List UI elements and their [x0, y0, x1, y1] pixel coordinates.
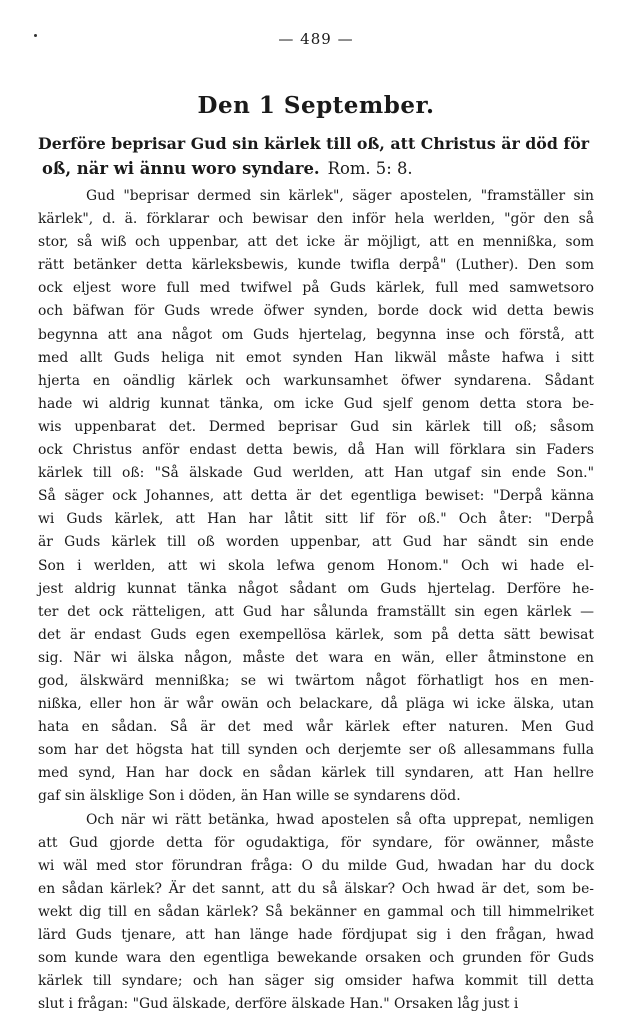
paragraph-line: stor, så wiß och uppenbar, att det icke är möjligt, att en mennißka, som [38, 234, 594, 251]
paragraph-line: med allt Guds heliga nit emot synden Han likwäl måste hafwa i sitt [38, 349, 594, 366]
paragraph-line: wis uppenbarat det. Dermed beprisar Gud sin kärlek till oß; såsom [38, 418, 594, 435]
paragraph-line: jest aldrig kunnat tänka något sådant om Guds hjertelag. Derföre he- [38, 580, 594, 597]
paragraph-line: kärlek till oß: "Så älskade Gud werlden, att Han utgaf sin ende Son." [38, 465, 594, 482]
paragraph-line: som har det högsta hat till synden och derjemte ser oß allesammans fulla [38, 742, 594, 759]
paragraph-line: hata en sådan. Så är det med wår kärlek efter naturen. Men Gud [38, 719, 594, 736]
scripture-motto [38, 131, 594, 181]
paragraph-line: sig. När wi älska någon, måste det wara en wän, eller åtminstone en [38, 649, 594, 666]
paragraph-line: en sådan kärlek? Är det sannt, att du så älskar? Och hwad är det, som be- [38, 880, 594, 897]
paragraph-line: Och när wi rätt betänka, hwad apostelen så ofta upprepat, nemligen [86, 811, 594, 828]
motto-line [38, 156, 594, 181]
paragraph-line: Son i werlden, att wi skola lefwa genom Honom." Och wi hade el- [38, 557, 594, 574]
page-heading: Den 1 September. [197, 92, 435, 119]
scripture-reference: Rom. 5: 8. [327, 159, 413, 178]
paragraph-line: wi Guds kärlek, att Han har låtit sitt lif för oß." Och åter: "Derpå [38, 511, 594, 528]
paragraph-line: att Gud gjorde detta för ogudaktiga, för syndare, för owänner, måste [38, 834, 594, 851]
paragraph-line: slut i frågan: "Gud älskade, derföre älskade Han." Orsaken låg just i [38, 996, 519, 1013]
paragraph-line: det är endast Guds egen exempellösa kärlek, som på detta sätt bewisat [38, 626, 594, 643]
paragraph-line: kärlek till syndare; och han säger sig omsider hafwa kommit till detta [38, 973, 594, 990]
paragraph-line: som kunde wara den egentliga bewekande orsaken och grunden för Guds [38, 950, 594, 967]
paragraph-line: nißka, eller hon är wår owän och belackare, då pläga wi icke älska, utan [38, 696, 594, 713]
paragraph-line: Gud "beprisar dermed sin kärlek", säger apostelen, "framställer sin [86, 188, 594, 204]
paragraph-line: wi wäl med stor förundran fråga: O du milde Gud, hwadan har du dock [38, 857, 594, 874]
paragraph-line: hade wi aldrig kunnat tänka, om icke Gud sjelf genom detta stora be- [38, 395, 594, 412]
paragraph-line: och bäfwan för Guds wrede öfwer synden, borde dock wid detta bewis [38, 303, 594, 320]
paragraph-line: god, älskwärd mennißka; se wi twärtom något förhatligt hos en men- [38, 672, 594, 689]
paragraph-line: kärlek", d. ä. förklarar och bewisar den inför hela werlden, "gör den så [38, 211, 594, 228]
page-number: — 489 — [278, 30, 354, 48]
paragraph-line: gaf sin älsklige Son i döden, än Han wille se syndarens död. [38, 788, 461, 805]
paragraph-line: wekt dig till en sådan kärlek? Så bekänner en gammal och till himmelriket [38, 903, 594, 920]
paragraph-line: begynna att ana något om Guds hjertelag, begynna inse och förstå, att [38, 326, 594, 343]
paragraph-line: ock Christus anför endast detta bewis, då Han will förklara sin Faders [38, 442, 594, 459]
body-text [38, 185, 594, 1016]
motto-line-text: oß, när wi ännu woro syndare. [42, 159, 320, 178]
paragraph-line: är Guds kärlek till oß worden uppenbar, att Gud har sändt sin ende [38, 534, 594, 551]
paragraph-line: rätt betänker detta kärleksbewis, kunde twifla derpå" (Luther). Den som [38, 257, 594, 274]
paragraph-line: med synd, Han har dock en sådan kärlek till syndaren, att Han hellre [38, 765, 594, 782]
paragraph-line: ter det ock rätteligen, att Gud har sålunda framställt sin egen kärlek — [38, 603, 594, 620]
paragraph-line: hjerta en oändlig kärlek och warkunsamhet öfwer syndarena. Sådant [38, 372, 594, 389]
paragraph-line: ock eljest wore full med twifwel på Guds kärlek, full med samwetsoro [38, 280, 594, 297]
motto-line: Derföre beprisar Gud sin kärlek till oß, att Christus är död för [38, 134, 590, 153]
paragraph-line: lärd Guds tjenare, att han länge hade fördjupat sig i den frågan, hwad [38, 927, 594, 943]
paragraph-line: Så säger ock Johannes, att detta är det egentliga bewiset: "Derpå känna [38, 488, 594, 505]
